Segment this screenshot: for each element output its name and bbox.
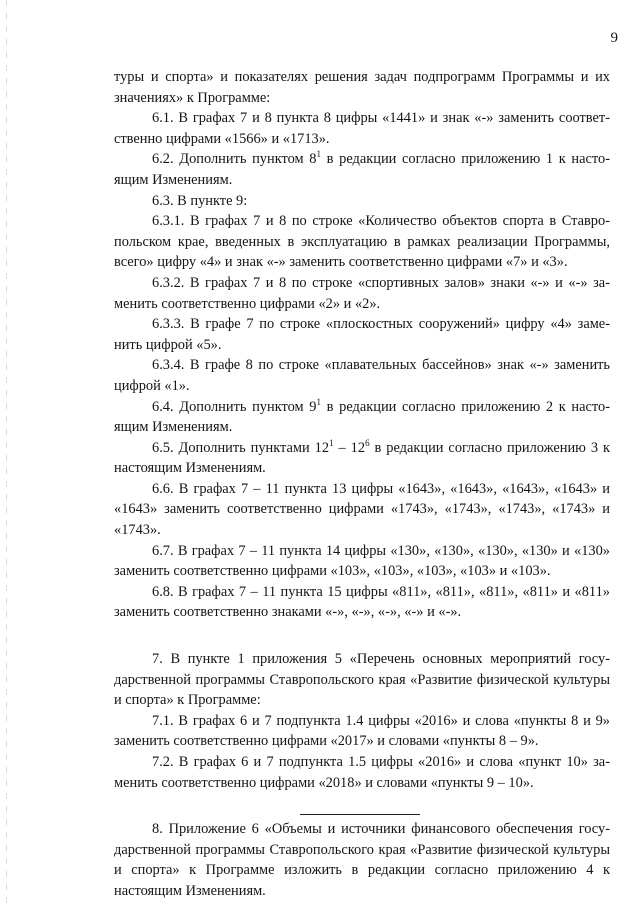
paragraph-6-3-3: 6.3.3. В графе 7 по строке «плоскостных сооружений» цифру «4» заменить цифрой «5». <box>114 316 610 353</box>
superscript-index: 1 <box>329 437 334 448</box>
paragraph-6-5 <box>114 438 610 479</box>
paragraph-8: 8. Приложение 6 «Объемы и источники финансового обеспечения государственной программы Ставропольского края «Развитие физической культуры и спорта» к Программе изложить в редакции согласно приложению 4 к настоящим Изменениям. <box>114 821 610 899</box>
page-number: 9 <box>610 30 618 46</box>
section-spacer <box>114 623 610 649</box>
superscript-index: 1 <box>316 396 321 407</box>
paragraph-6-2-tail: в редакции согласно приложению 1 к настоящим Изменениям. <box>114 151 610 188</box>
paragraph-6-3-4: 6.3.4. В графе 8 по строке «плавательных бассейнов» знак «-» заменить цифрой «1». <box>114 357 610 394</box>
document-body <box>114 67 610 902</box>
paragraph-6-4-text: 6.4. Дополнить пунктом 9 <box>152 398 317 415</box>
closing-divider-line <box>300 814 420 815</box>
paragraph-6-8: 6.8. В графах 7 – 11 пункта 15 цифры «811», «811», «811», «811» и «811» заменить соответственно знаками «-», «-», «-», «-» и «-». <box>114 583 610 621</box>
superscript-index: 1 <box>316 149 321 160</box>
paragraph-6-5-tail: в редакции согласно приложению 3 к настоящим Изменениям. <box>114 439 610 477</box>
paragraph-6-4-tail: в редакции согласно приложению 2 к настоящим Изменениям. <box>114 398 610 436</box>
paragraph-6-5-text: 6.5. Дополнить пунктами 12 <box>152 439 330 456</box>
paragraph-6-7: 6.7. В графах 7 – 11 пункта 14 цифры «130», «130», «130», «130» и «130» заменить соответственно цифрами «103», «103», «103», «103» и «103». <box>114 542 610 580</box>
paragraph-continuation: туры и спорта» и показателях решения задач подпрограмм Программы и их значениях» к Программе: <box>114 69 610 106</box>
paragraph-7-2: 7.2. В графах 6 и 7 подпункта 1.5 цифры «2016» и слова «пункт 10» заменить соответственно цифрами «2018» и словами «пункты 9 – 10». <box>114 754 610 791</box>
paragraph-6-3-2: 6.3.2. В графах 7 и 8 по строке «спортивных залов» знаки «-» и «-» заменить соответственно цифрами «2» и «2». <box>114 274 610 312</box>
paragraph-7-1: 7.1. В графах 6 и 7 подпункта 1.4 цифры «2016» и слова «пункты 8 и 9» заменить соответственно цифрами «2017» и словами «пункты 8 – 9». <box>114 712 610 750</box>
paragraph-6-3-1: 6.3.1. В графах 7 и 8 по строке «Количество объектов спорта в Ставропольском крае, введенных в эксплуатацию в рамках реализации Программы, всего» цифру «4» и знак «-» заменить соответственно цифрами «7» и «3». <box>114 213 610 271</box>
scan-edge-mark <box>6 0 7 905</box>
paragraph-6-5-range: – 12 <box>333 439 366 456</box>
superscript-index: 6 <box>365 437 370 448</box>
paragraph-7: 7. В пункте 1 приложения 5 «Перечень основных мероприятий государственной программы Ставропольского края «Развитие физической культуры и спорта» к Программе: <box>114 651 610 709</box>
paragraph-6-1: 6.1. В графах 7 и 8 пункта 8 цифры «1441» и знак «-» заменить соответственно цифрами «1566» и «1713». <box>114 110 610 147</box>
section-spacer <box>114 793 610 819</box>
paragraph-6-6: 6.6. В графах 7 – 11 пункта 13 цифры «1643», «1643», «1643», «1643» и «1643» заменить соответственно цифрами «1743», «1743», «1743», «1743» и «1743». <box>114 480 610 539</box>
paragraph-6-4 <box>114 397 610 438</box>
paragraph-6-2 <box>114 149 610 190</box>
paragraph-6-3: 6.3. В пункте 9: <box>152 192 248 209</box>
paragraph-6-2-text: 6.2. Дополнить пунктом 8 <box>152 151 317 168</box>
